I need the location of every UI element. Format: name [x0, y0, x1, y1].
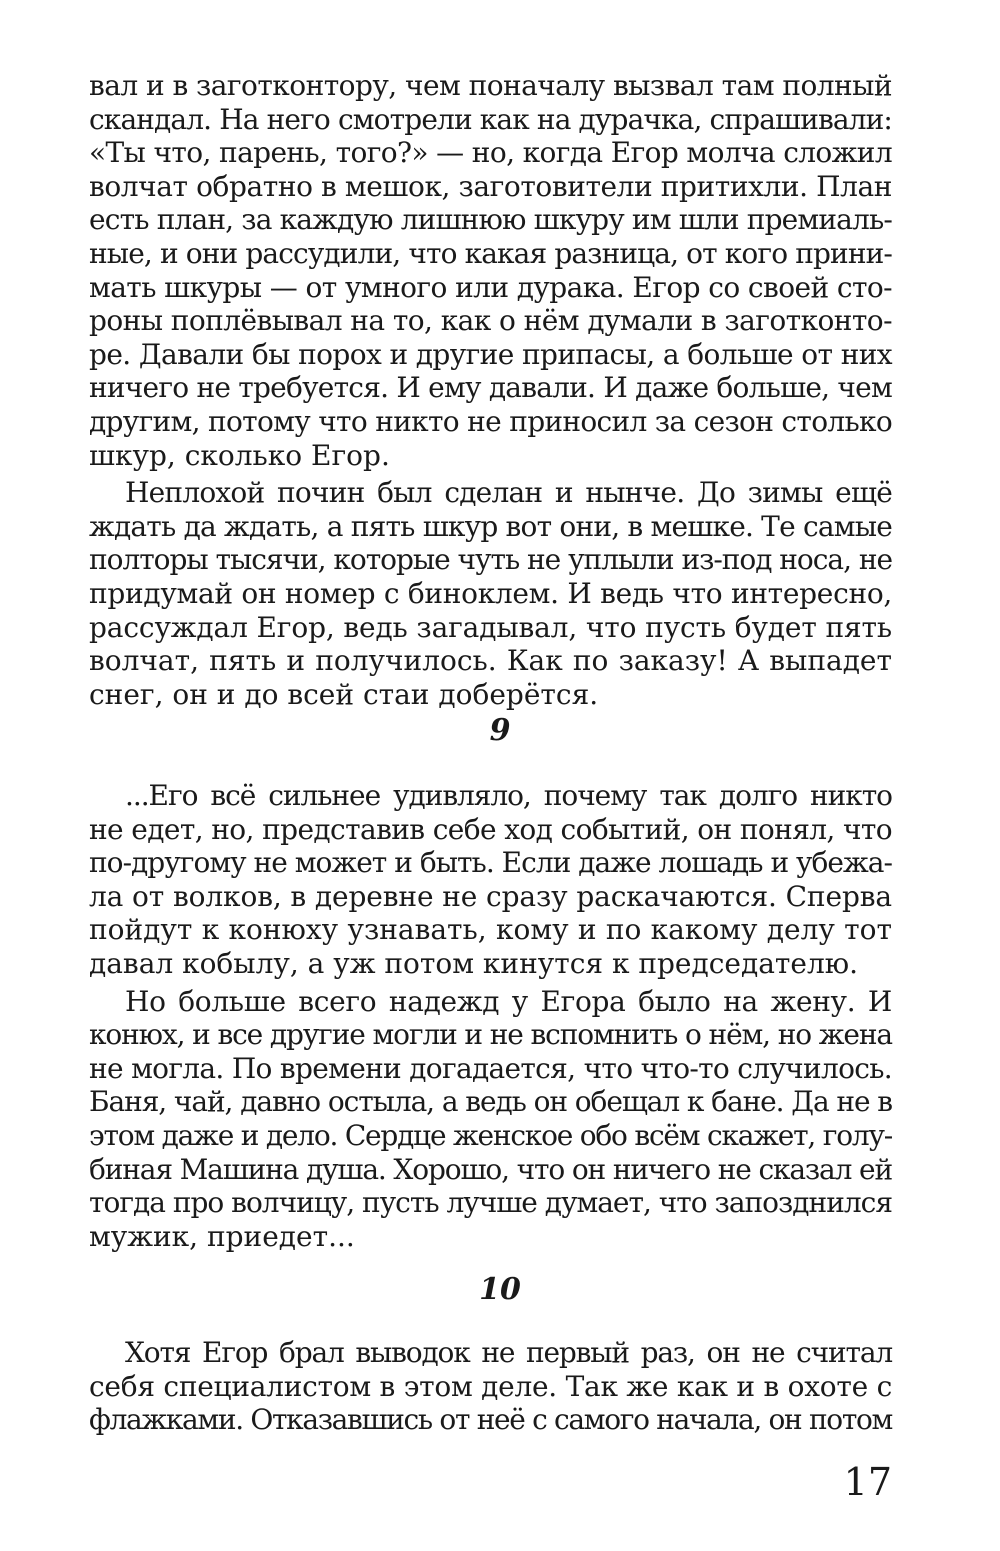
text-line: волчат обратно в мешок, заготовители притихли. План	[89, 169, 892, 203]
text-line: волчат, пять и получилось. Как по заказу! А выпадет	[89, 644, 892, 678]
chapter-number-9: 9	[489, 713, 511, 748]
paragraph	[89, 476, 892, 711]
section-continuation	[89, 69, 892, 711]
text-line: скандал. На него смотрели как на дурачка, спрашивали:	[89, 102, 892, 136]
chapter-number-10: 10	[479, 1272, 521, 1307]
text-line: давал кобылу, а уж потом кинутся к председателю.	[89, 946, 859, 980]
text-line: ...Его всё сильнее удивляло, почему так долго никто	[125, 779, 892, 812]
text-line: ные, и они рассудили, что какая разница, от кого прини-	[89, 236, 892, 270]
text-line: Баня, чай, давно остыла, а ведь он обещал к бане. Да не в	[89, 1085, 892, 1119]
chapter-9-text	[89, 779, 892, 1253]
text-line: шкур, сколько Егор.	[89, 438, 390, 472]
text-line: биная Машина душа. Хорошо, что он ничего не сказал ей	[89, 1152, 892, 1186]
text-line: не могла. По времени догадается, что что-то случилось.	[89, 1051, 892, 1085]
text-line: флажками. Отказавшись от неё с самого начала, он потом	[89, 1403, 892, 1437]
text-line: «Ты что, парень, того?» — но, когда Егор молча сложил	[89, 136, 893, 170]
paragraph	[89, 69, 892, 472]
text-line: по-другому не может и быть. Если даже лошадь и убежа-	[89, 846, 892, 880]
text-line: придумай он номер с биноклем. И ведь что интересно,	[89, 576, 892, 610]
text-line: конюх, и все другие могли и не вспомнить о нём, но жена	[89, 1018, 892, 1052]
text-line: себя специалистом в этом деле. Так же как и в охоте с	[89, 1369, 892, 1403]
text-line: снег, он и до всей стаи доберётся.	[89, 677, 599, 711]
text-line: ре. Давали бы порох и другие припасы, а больше от них	[89, 337, 892, 371]
text-line: полторы тысячи, которые чуть не уплыли из-под носа, не	[89, 543, 892, 577]
paragraph	[89, 985, 892, 1254]
text-line: Хотя Егор брал выводок не первый раз, он не считал	[125, 1336, 892, 1369]
text-line: этом даже и дело. Сердце женское обо всём скажет, голу-	[89, 1118, 892, 1152]
text-line: тогда про волчицу, пусть лучше думает, что запозднился	[89, 1186, 892, 1220]
paragraph	[89, 1336, 892, 1437]
text-line: роны поплёвывал на то, как о нём думали в заготконто-	[89, 304, 892, 338]
text-line: ничего не требуется. И ему давали. И даже больше, чем	[89, 371, 892, 405]
text-line: ждать да ждать, а пять шкур вот они, в мешке. Те самые	[89, 509, 892, 543]
text-line: не едет, но, представив себе ход событий, он понял, что	[89, 812, 892, 846]
text-line: другим, потому что никто не приносил за сезон столько	[89, 404, 893, 438]
text-line: рассуждал Егор, ведь загадывал, что пусть будет пять	[89, 610, 892, 644]
text-line: Но больше всего надежд у Егора было на жену. И	[125, 984, 892, 1018]
text-line: есть план, за каждую лишнюю шкуру им шли премиаль-	[89, 203, 892, 237]
text-line: вал и в заготконтору, чем поначалу вызвал там полный	[89, 69, 892, 102]
text-line: Неплохой почин был сделан и нынче. До зимы ещё	[125, 476, 892, 510]
chapter-10-text	[89, 1336, 892, 1437]
text-line: мать шкуры — от умного или дурака. Егор со своей сто-	[89, 270, 892, 304]
text-line: мужик, приедет...	[89, 1219, 355, 1253]
paragraph	[89, 779, 892, 981]
text-line: пойдут к конюху узнавать, кому и по какому делу тот	[89, 913, 892, 947]
text-line: ла от волков, в деревне не сразу раскачаются. Сперва	[89, 879, 892, 913]
page-number: 17	[843, 1460, 892, 1504]
